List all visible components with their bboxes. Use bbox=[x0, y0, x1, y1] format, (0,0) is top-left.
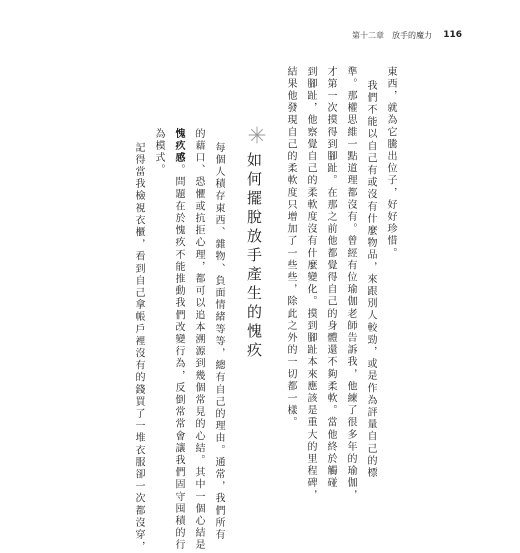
running-header bbox=[352, 28, 462, 42]
text-column: 結果他發現自己的柔軟度只增加了一些些，除此之外的一切都一樣。 bbox=[285, 66, 296, 429]
page-number: 116 bbox=[443, 30, 462, 40]
text-column: 的藉口、恐懼或抗拒心理，都可以追本溯源到幾個常見的心結。其中一個心結是 bbox=[193, 128, 204, 552]
text-column: 到腳趾，他察覺自己的柔軟度沒有什麼變化。摸到腳趾本來應該是重大的里程碑， bbox=[305, 66, 316, 502]
text-column: 每個人積存東西、雜物、負面情緒等等，總有自己的理由。通常，我們所有 bbox=[213, 142, 224, 542]
text-column: 記得當我檢視衣櫃，看到自己拿帳戶裡沒有的錢買了一堆衣服卻一次都沒穿， bbox=[133, 142, 144, 553]
section-title: 如何擺脫放手產生的愧疚 bbox=[245, 152, 263, 361]
sparkle-ornament-icon bbox=[248, 126, 266, 144]
text-column: 準。那權思維一點道理都沒有。曾經有位瑜伽老師告訴我，他練了很多年的瑜伽， bbox=[345, 66, 356, 502]
text-column: 才第一次摸得到腳趾。在那之前他都覺得自己的身體還不夠柔軟。當他終於觸碰 bbox=[325, 66, 336, 490]
chapter-title: 第十二章 放手的魔力 bbox=[352, 30, 432, 40]
text-column: 為模式。 bbox=[153, 128, 164, 177]
emphasis-text: 愧疚感 bbox=[173, 128, 184, 165]
text-run: 。問題在於愧疚不能推動我們改變行為，反倒常常會讓我們固守囤積的行 bbox=[173, 164, 184, 552]
text-column bbox=[172, 128, 185, 552]
text-column: 我們不能以自己有或沒有什麼物品，來跟別人較勁，或是作為評量自己的標 bbox=[365, 80, 376, 480]
text-column: 東西，就為它騰出位子，好好珍惜。 bbox=[385, 66, 396, 260]
